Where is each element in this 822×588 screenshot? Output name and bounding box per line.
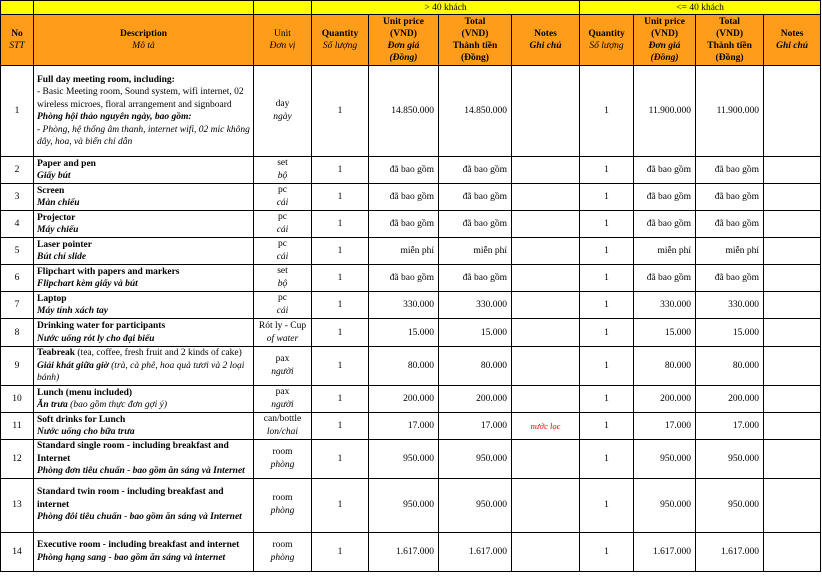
row-no: 2: [1, 157, 34, 184]
item-name-en: Drinking water for participants: [37, 321, 166, 331]
row-notes-gt40: [512, 66, 580, 157]
row-total-le40: 15.000: [696, 319, 764, 347]
row-unit-price-le40: 1.617.000: [634, 532, 696, 571]
row-no: 3: [1, 184, 34, 211]
row-unit-price-le40: đã bao gồm: [634, 184, 696, 211]
row-unit: [254, 386, 312, 413]
item-name-vi: Phòng hội thảo nguyên ngày, bao gồm:: [37, 112, 192, 122]
row-quantity-gt40: 1: [312, 184, 369, 211]
item-detail-vi: (trà, cà phê, hoa quả tươi và 2 loại bánh): [37, 360, 245, 384]
column-header-row: [1, 15, 821, 66]
row-total-le40: đã bao gồm: [696, 211, 764, 238]
header-description: Description Mô tả: [34, 15, 254, 66]
row-quantity-gt40: 1: [312, 478, 369, 532]
unit-en: pc: [278, 293, 287, 303]
row-notes-gt40: [512, 265, 580, 292]
row-unit-price-le40: đã bao gồm: [634, 157, 696, 184]
row-unit: [254, 265, 312, 292]
row-unit-price-gt40: 950.000: [369, 440, 439, 479]
table-row: [1, 478, 821, 532]
row-unit-price-le40: đã bao gồm: [634, 211, 696, 238]
row-unit: [254, 532, 312, 571]
row-quantity-le40: 1: [580, 440, 634, 479]
row-notes-gt40: [512, 478, 580, 532]
item-name-en: Laser pointer: [37, 239, 92, 250]
row-no: 12: [1, 440, 34, 479]
row-description: [34, 265, 254, 292]
row-quantity-gt40: 1: [312, 211, 369, 238]
unit-vi: người: [271, 400, 294, 410]
row-quantity-gt40: 1: [312, 238, 369, 265]
table-row: [1, 157, 821, 184]
row-description: [34, 440, 254, 479]
table-row: [1, 238, 821, 265]
row-notes-gt40: [512, 319, 580, 347]
unit-en: set: [277, 158, 288, 168]
row-total-le40: đã bao gồm: [696, 265, 764, 292]
row-unit-price-gt40: 330.000: [369, 292, 439, 319]
row-total-gt40: 80.000: [439, 347, 512, 386]
row-unit-price-gt40: 15.000: [369, 319, 439, 347]
row-quantity-le40: 1: [580, 66, 634, 157]
unit-vi: cái: [276, 252, 289, 262]
unit-en: day: [275, 99, 290, 109]
row-total-gt40: 1.617.000: [439, 532, 512, 571]
item-name-en: Executive room - including breakfast and internet: [37, 540, 240, 550]
row-description: [34, 386, 254, 413]
row-total-le40: 950.000: [696, 478, 764, 532]
row-description: [34, 478, 254, 532]
unit-en: Rót ly - Cup: [258, 320, 307, 331]
row-description: [34, 319, 254, 347]
unit-vi: ngày: [273, 112, 292, 122]
row-notes-le40: [764, 440, 821, 479]
row-total-gt40: đã bao gồm: [439, 184, 512, 211]
row-unit-price-gt40: 14.850.000: [369, 66, 439, 157]
item-name-en: Lunch (menu included): [37, 387, 133, 398]
unit-en: pc: [278, 185, 287, 195]
item-name-vi: Nước uống cho bữa trưa: [37, 427, 135, 437]
row-no: 13: [1, 478, 34, 532]
table-row: [1, 347, 821, 386]
row-quantity-gt40: 1: [312, 413, 369, 440]
row-quantity-gt40: 1: [312, 66, 369, 157]
row-notes-le40: [764, 386, 821, 413]
blank-cell: [34, 1, 254, 15]
row-quantity-le40: 1: [580, 413, 634, 440]
item-name-vi: Phòng đôi tiêu chuẩn - bao gồm ăn sáng và Internet: [37, 512, 242, 523]
row-total-le40: đã bao gồm: [696, 157, 764, 184]
row-unit-price-gt40: đã bao gồm: [369, 184, 439, 211]
row-quantity-gt40: 1: [312, 532, 369, 571]
row-notes-le40: [764, 157, 821, 184]
item-name-vi: Nước uống rót ly cho đại biểu: [37, 333, 155, 344]
row-total-gt40: đã bao gồm: [439, 157, 512, 184]
item-detail-vi: - Phòng, hệ thống âm thanh, internet wifi, 02 mic không dây, hoa, và biển chỉ dẫn: [37, 124, 250, 147]
row-unit-price-le40: đã bao gồm: [634, 265, 696, 292]
row-description: [34, 347, 254, 386]
group-le40-label: <= 40 khách: [580, 1, 821, 15]
header-quantity-2: Quantity Số lượng: [580, 15, 634, 66]
row-total-gt40: 330.000: [439, 292, 512, 319]
item-name-en: Screen: [37, 185, 65, 196]
row-description: [34, 184, 254, 211]
item-name-en: Teabreak: [37, 348, 76, 359]
row-no: 8: [1, 319, 34, 347]
item-name-vi: Màn chiếu: [37, 198, 80, 208]
row-notes-gt40: nước lọc: [512, 413, 580, 440]
row-unit-price-le40: miễn phí: [634, 238, 696, 265]
row-unit-price-le40: 80.000: [634, 347, 696, 386]
item-detail-en: - Basic Meeting room, Sound system, wifi internet, 02 wireless microes, floral arrangement and signboard: [37, 87, 244, 110]
row-unit: [254, 184, 312, 211]
item-name-vi: Giải khát giữa giờ: [37, 360, 109, 371]
table-row: [1, 66, 821, 157]
row-total-le40: 200.000: [696, 386, 764, 413]
row-total-le40: miễn phí: [696, 238, 764, 265]
unit-vi: bộ: [277, 171, 288, 181]
row-notes-gt40: [512, 292, 580, 319]
row-unit: [254, 478, 312, 532]
row-quantity-le40: 1: [580, 532, 634, 571]
row-unit-price-gt40: đã bao gồm: [369, 265, 439, 292]
unit-vi: phòng: [270, 552, 295, 563]
row-quantity-le40: 1: [580, 265, 634, 292]
unit-vi: bộ: [277, 279, 288, 289]
row-notes-le40: [764, 238, 821, 265]
row-quantity-le40: 1: [580, 478, 634, 532]
header-total-1: Total (VND) Thành tiền (Đồng): [439, 15, 512, 66]
row-unit: [254, 413, 312, 440]
row-total-gt40: đã bao gồm: [439, 265, 512, 292]
row-unit-price-le40: 950.000: [634, 478, 696, 532]
row-unit-price-gt40: 1.617.000: [369, 532, 439, 571]
unit-en: pax: [275, 387, 290, 397]
row-unit: [254, 347, 312, 386]
row-unit: [254, 238, 312, 265]
row-quantity-le40: 1: [580, 184, 634, 211]
row-total-gt40: 200.000: [439, 386, 512, 413]
item-name-en: Projector: [37, 212, 76, 223]
unit-vi: of water: [266, 333, 299, 344]
row-notes-gt40: [512, 238, 580, 265]
row-no: 14: [1, 532, 34, 571]
header-unit-price-2: Unit price (VND) Đơn giá (Đồng): [634, 15, 696, 66]
row-unit-price-le40: 15.000: [634, 319, 696, 347]
row-total-le40: 11.900.000: [696, 66, 764, 157]
row-description: [34, 211, 254, 238]
item-name-vi: Máy tính xách tay: [37, 306, 108, 316]
row-no: 1: [1, 66, 34, 157]
row-total-gt40: 17.000: [439, 413, 512, 440]
row-total-le40: 17.000: [696, 413, 764, 440]
item-name-vi: Phòng hạng sang - bao gồm ăn sáng và internet: [37, 552, 226, 563]
unit-en: pc: [278, 212, 287, 222]
row-quantity-gt40: 1: [312, 265, 369, 292]
row-description: [34, 292, 254, 319]
row-quantity-le40: 1: [580, 319, 634, 347]
table-row: [1, 319, 821, 347]
row-unit-price-le40: 11.900.000: [634, 66, 696, 157]
table-row: [1, 532, 821, 571]
row-notes-le40: [764, 265, 821, 292]
item-name-en: Standard twin room - including breakfast and internet: [37, 487, 224, 510]
item-name-en: Standard single room - including breakfast and Internet: [37, 441, 229, 464]
table-row: [1, 211, 821, 238]
unit-en: pax: [275, 354, 290, 364]
row-notes-le40: [764, 413, 821, 440]
row-total-gt40: miễn phí: [439, 238, 512, 265]
row-description: [34, 66, 254, 157]
row-unit-price-gt40: miễn phí: [369, 238, 439, 265]
table-row: [1, 184, 821, 211]
row-quantity-gt40: 1: [312, 347, 369, 386]
row-unit-price-gt40: 950.000: [369, 478, 439, 532]
row-total-le40: 1.617.000: [696, 532, 764, 571]
blank-cell: [254, 1, 312, 15]
item-name-en: Full day meeting room, including:: [37, 74, 175, 85]
item-name-vi: Flipchart kèm giấy và bút: [37, 279, 138, 289]
row-unit-price-gt40: đã bao gồm: [369, 157, 439, 184]
header-notes-2: Notes Ghi chú: [764, 15, 821, 66]
table-row: [1, 265, 821, 292]
row-notes-gt40: [512, 211, 580, 238]
unit-vi: cái: [276, 225, 289, 235]
row-no: 6: [1, 265, 34, 292]
row-notes-gt40: [512, 157, 580, 184]
row-unit-price-gt40: 200.000: [369, 386, 439, 413]
unit-vi: người: [271, 367, 294, 377]
group-header-row: [1, 1, 821, 15]
row-unit: [254, 292, 312, 319]
row-description: [34, 157, 254, 184]
row-unit-price-le40: 17.000: [634, 413, 696, 440]
table-body: [1, 66, 821, 572]
item-name-vi: Bút chỉ slide: [37, 252, 87, 262]
row-unit: [254, 66, 312, 157]
row-total-le40: 80.000: [696, 347, 764, 386]
unit-vi: cái: [276, 198, 289, 208]
unit-en: room: [272, 493, 293, 503]
row-notes-le40: [764, 292, 821, 319]
row-notes-le40: [764, 532, 821, 571]
row-quantity-le40: 1: [580, 386, 634, 413]
header-notes-1: Notes Ghi chú: [512, 15, 580, 66]
header-no: No STT: [1, 15, 34, 66]
item-name-en: Flipchart with papers and markers: [37, 266, 180, 277]
table-row: [1, 413, 821, 440]
item-name-en: Soft drinks for Lunch: [37, 414, 126, 425]
table-row: [1, 292, 821, 319]
row-quantity-gt40: 1: [312, 292, 369, 319]
row-no: 4: [1, 211, 34, 238]
header-total-2: Total (VND) Thành tiền (Đồng): [696, 15, 764, 66]
row-quantity-gt40: 1: [312, 157, 369, 184]
row-total-le40: 330.000: [696, 292, 764, 319]
table-row: [1, 440, 821, 479]
row-total-gt40: đã bao gồm: [439, 211, 512, 238]
row-notes-gt40: [512, 440, 580, 479]
item-name-en: Laptop: [37, 293, 67, 304]
item-name-vi: Phòng đơn tiêu chuẩn - bao gồm ăn sáng và Internet: [37, 466, 245, 476]
row-unit: [254, 157, 312, 184]
table-row: [1, 386, 821, 413]
row-total-gt40: 950.000: [439, 440, 512, 479]
unit-vi: lon/chai: [266, 427, 299, 437]
row-notes-gt40: [512, 386, 580, 413]
row-notes-le40: [764, 184, 821, 211]
row-unit-price-le40: 330.000: [634, 292, 696, 319]
row-notes-gt40: [512, 532, 580, 571]
item-detail-en: (tea, coffee, fresh fruit and 2 kinds of cake): [75, 348, 242, 359]
row-quantity-le40: 1: [580, 347, 634, 386]
row-quantity-le40: 1: [580, 292, 634, 319]
item-detail-vi: (bao gồm thực đơn gợi ý): [67, 400, 168, 410]
row-description: [34, 238, 254, 265]
row-description: [34, 413, 254, 440]
row-quantity-le40: 1: [580, 211, 634, 238]
row-description: [34, 532, 254, 571]
row-unit: [254, 440, 312, 479]
row-notes-gt40: [512, 184, 580, 211]
row-quantity-gt40: 1: [312, 440, 369, 479]
row-notes-le40: [764, 478, 821, 532]
row-total-gt40: 15.000: [439, 319, 512, 347]
row-unit-price-le40: 200.000: [634, 386, 696, 413]
header-unit: Unit Đơn vị: [254, 15, 312, 66]
row-no: 7: [1, 292, 34, 319]
row-no: 10: [1, 386, 34, 413]
row-quantity-gt40: 1: [312, 319, 369, 347]
row-total-gt40: 14.850.000: [439, 66, 512, 157]
unit-vi: cái: [276, 306, 289, 316]
row-unit-price-gt40: 17.000: [369, 413, 439, 440]
row-quantity-gt40: 1: [312, 386, 369, 413]
row-no: 11: [1, 413, 34, 440]
blank-cell: [1, 1, 34, 15]
row-unit: [254, 319, 312, 347]
row-notes-le40: [764, 66, 821, 157]
row-total-le40: 950.000: [696, 440, 764, 479]
unit-en: can/bottle: [263, 414, 302, 424]
item-name-vi: Máy chiếu: [37, 225, 79, 235]
unit-en: pc: [278, 239, 287, 249]
row-quantity-le40: 1: [580, 238, 634, 265]
row-notes-le40: [764, 319, 821, 347]
row-unit: [254, 211, 312, 238]
row-no: 9: [1, 347, 34, 386]
item-name-vi: Ăn trưa: [37, 400, 68, 410]
unit-vi: phòng: [270, 459, 295, 470]
row-unit-price-gt40: 80.000: [369, 347, 439, 386]
group-gt40-label: > 40 khách: [312, 1, 580, 15]
row-quantity-le40: 1: [580, 157, 634, 184]
row-unit-price-le40: 950.000: [634, 440, 696, 479]
item-name-vi: Giấy bút: [37, 171, 71, 181]
row-notes-gt40: [512, 347, 580, 386]
item-name-en: Paper and pen: [37, 158, 96, 169]
header-quantity-1: Quantity Số lượng: [312, 15, 369, 66]
row-notes-le40: [764, 347, 821, 386]
row-unit-price-gt40: đã bao gồm: [369, 211, 439, 238]
row-notes-le40: [764, 211, 821, 238]
row-total-gt40: 950.000: [439, 478, 512, 532]
row-no: 5: [1, 238, 34, 265]
unit-en: set: [277, 266, 288, 276]
row-total-le40: đã bao gồm: [696, 184, 764, 211]
unit-en: room: [272, 446, 293, 457]
header-unit-price-1: Unit price (VND) Đơn giá (Đồng): [369, 15, 439, 66]
unit-en: room: [272, 539, 293, 550]
unit-vi: phòng: [270, 506, 295, 516]
